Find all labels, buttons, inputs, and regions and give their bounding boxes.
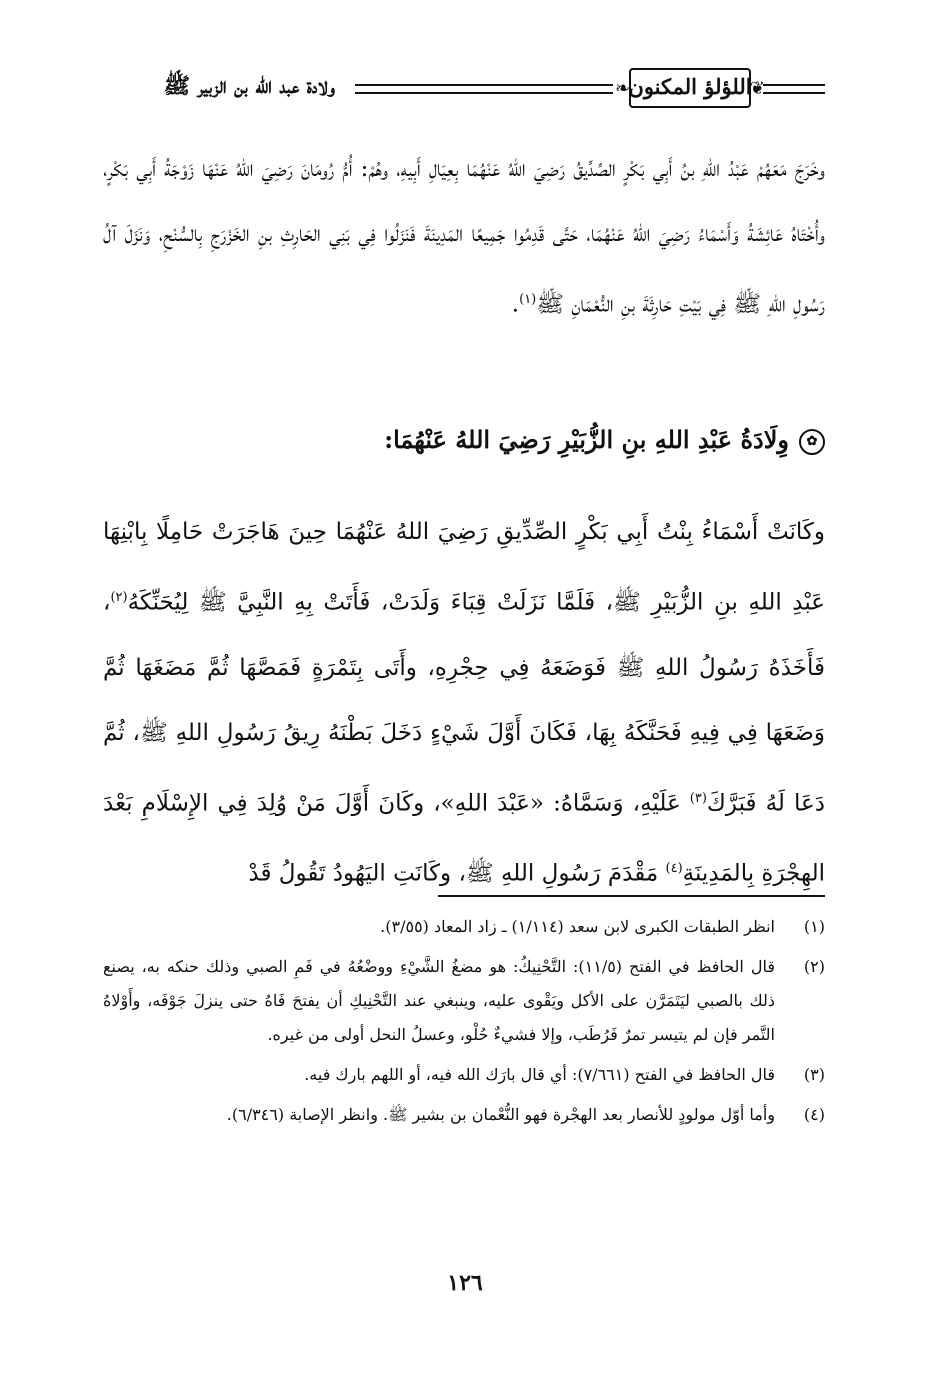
section-heading-text: وِلَادَةُ عَبْدِ اللهِ بنِ الزُّبَيْرِ رَضِيَ اللهُ عَنْهُمَا: — [384, 425, 789, 454]
ornament-icon: ❧ — [615, 78, 631, 99]
paragraph-2-part-c: عَلَيْهِ، وَسَمَّاهُ: «عَبْدَ اللهِ»، وكَانَ أَوَّلَ مَنْ وُلِدَ فِي الإِسْلَامِ بَعْدَ الهِجْرَةِ بِالمَدِينَةِ — [103, 790, 825, 887]
footnote-number: (٤) — [803, 1105, 825, 1124]
footnote-number: (١) — [803, 917, 825, 936]
footnotes — [103, 910, 825, 1138]
header-rule-right — [763, 84, 825, 94]
footnote-text: قال الحافظ في الفتح (١١/٥): التَّحْنِيكُ: هو مضغُ الشَّيْءِ ووضْعُهُ في فَمِ الصبي وذلك حنكه به، يصنع ذلك بالصبي ليَتَمَرَّن على الأكل ويَقْوى عليه، وينبغي عند التَّحْنِيكِ أن يفتحَ فَاهُ حتى ينزلَ جَوْفَه، وأَوْلاهُ التَّمر فإن لم يتيسر تمرٌ فَرُطَب، وإلا فشيءٌ حُلْو، وعسلُ النحل أولى من غيره. — [103, 957, 775, 1044]
paragraph-1 — [103, 137, 825, 338]
footnote-number: (٣) — [803, 1065, 825, 1084]
paragraph-2-part-d: مَقْدَمَ رَسُولِ اللهِ ﷺ، وكَانَتِ اليَهُودُ تَقُولُ قَدْ — [248, 860, 666, 887]
header-rule-middle — [355, 84, 613, 94]
footnote-ref-3[interactable]: (٣) — [689, 790, 707, 806]
footnote — [103, 950, 825, 1052]
footnote — [103, 1058, 825, 1092]
paragraph-2 — [103, 500, 825, 907]
page-header — [90, 58, 825, 122]
paragraph-1-end: . — [511, 291, 520, 318]
footnote-separator — [438, 895, 825, 897]
book-title-frame — [615, 60, 765, 116]
ornament-icon: ❦ — [749, 78, 765, 99]
footnote-text: قال الحافظ في الفتح (٧/٦٦١): أي قال بارَك الله فيه، أو اللهم بارك فيه. — [304, 1065, 775, 1084]
flower-bullet-icon: ✿ — [799, 429, 825, 455]
footnote-text: انظر الطبقات الكبرى لابن سعد (١/١١٤) ـ زاد المعاد (٣/٥٥). — [380, 917, 775, 936]
book-title: اللؤلؤ المكنون — [628, 74, 752, 99]
footnote-ref-2[interactable]: (٢) — [110, 590, 128, 605]
footnote-ref-1[interactable]: (١) — [519, 292, 537, 307]
footnote-text: وأما أوّل مولودٍ للأنصار بعد الهجْرة فهو النُّعْمان بن بشير ﷺ. وانظر الإصابة (٦/٣٤٦). — [226, 1105, 775, 1124]
footnote — [103, 910, 825, 944]
page-number: ١٢٦ — [447, 1270, 483, 1296]
paragraph-1-text: وخَرَجَ مَعَهُمْ عَبْدُ اللهِ بنُ أَبِي بَكْرٍ الصِّدِّيقُ رَضِيَ اللهُ عَنْهُمَا بِعِيَالِ أَبِيهِ، وهُمْ: أُمُّ رُومَانَ رَضِيَ اللهُ عَنْهَا زَوْجَةُ أَبِي بَكْرٍ، وأُخْتَاهُ عَائِشَةُ وَأَسْمَاءُ رَضِيَ اللهُ عَنْهُمَا، حَتَّى قَدِمُوا جَمِيعًا المَدِينَةَ فَنَزَلُوا فِي بَنِي الحَارِثِ بنِ الخَزْرَجِ بِالسُّنْحِ، وَنَزَلَ آلُ رَسُولِ اللهِ ﷺ فِي بَيْتِ حَارِثَةَ بنِ النُّعْمَانِ ﷺ — [103, 156, 825, 318]
footnote — [103, 1098, 825, 1132]
footnote-number: (٢) — [803, 957, 825, 976]
paragraph-2-part-a: وكَانَتْ أَسْمَاءُ بِنْتُ أَبِي بَكْرٍ الصِّدِّيقِ رَضِيَ اللهُ عَنْهُمَا حِينَ هَاجَرَتْ حَامِلًا بِابْنِهَا عَبْدِ اللهِ بنِ الزُّبَيْرِ ﷺ، فَلَمَّا نَزَلَتْ قِبَاءَ وَلَدَتْ، فَأَتَتْ بِهِ النَّبِيَّ ﷺ لِيُحَنِّكَهُ — [103, 519, 825, 616]
section-heading — [103, 425, 825, 455]
footnote-ref-4[interactable]: (٤) — [665, 861, 683, 877]
chapter-title: ولادة عبد الله بن الزبير ﷺ — [163, 73, 335, 99]
paragraph-2-part-b: ، فَأَخَذَهُ رَسُولُ اللهِ ﷺ فَوَضَعَهُ فِي حِجْرِهِ، وأَتَى بِتَمْرَةٍ فَمَصَّهَا ثُمَّ مَضَغَهَا ثُمَّ وَضَعَهَا فِي فِيهِ فَحَنَّكَهُ بِهَا، فَكَانَ أَوَّلَ شَيْءٍ دَخَلَ بَطْنَهُ رِيقُ رَسُولِ اللهِ ﷺ، ثُمَّ دَعَا لَهُ فَبَرَّكَ — [103, 589, 825, 817]
